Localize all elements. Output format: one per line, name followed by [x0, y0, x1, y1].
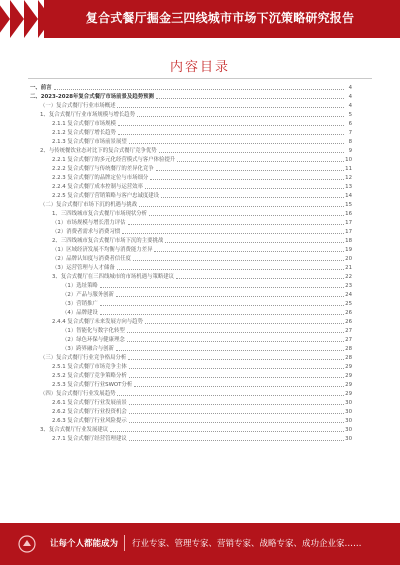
toc-dot-leader — [118, 134, 344, 135]
toc-entry-title: 2.1.2 复合式餐厅增长趋势 — [30, 129, 117, 138]
toc-page-number: 5 — [344, 111, 352, 120]
footer-banner — [0, 523, 400, 565]
toc-entry-title: （1）区域经济发展不均衡与消费能力差异 — [30, 246, 153, 255]
toc-entry[interactable] — [30, 408, 352, 417]
toc-entry[interactable] — [30, 201, 352, 210]
toc-dot-leader — [145, 188, 344, 189]
report-title: 复合式餐厅掘金三四线城市市场下沉策略研究报告 — [85, 11, 355, 25]
toc-page-number: 4 — [344, 84, 352, 93]
toc-entry-title: 2、与传统餐饮业态对比下的复合式餐厅竞争优势 — [30, 147, 158, 156]
toc-dot-leader — [129, 413, 344, 414]
toc-entry[interactable] — [30, 84, 352, 93]
toc-dot-leader — [129, 143, 344, 144]
toc-dot-leader — [110, 431, 344, 432]
toc-entry[interactable] — [30, 417, 352, 426]
toc-entry-title: 3、复合式餐厅在三四线城市的市场机遇与策略建议 — [30, 273, 175, 282]
toc-entry[interactable] — [30, 255, 352, 264]
toc-entry-title: 2.2.3 复合式餐厅的品牌定位与市场细分 — [30, 174, 149, 183]
toc-dot-leader — [128, 224, 344, 225]
toc-page-number: 21 — [345, 265, 352, 271]
toc-entry-title: 1、复合式餐厅行业市场规模与增长趋势 — [30, 111, 136, 120]
toc-entry[interactable] — [30, 138, 352, 147]
toc-entry-title: 2.1.3 复合式餐厅市场前景展望 — [30, 138, 128, 147]
toc-entry-title: （二）复合式餐厅市场下沉的机遇与挑战 — [30, 201, 138, 210]
toc-page-number: 28 — [345, 355, 352, 361]
toc-entry-title: 一、前言 — [30, 85, 52, 91]
toc-page-number: 7 — [344, 129, 352, 138]
toc-page-number: 17 — [345, 220, 352, 226]
toc-entry[interactable] — [30, 219, 352, 228]
toc-dot-leader — [150, 179, 344, 180]
toc-entry-title: （2）产品与服务创新 — [30, 291, 115, 300]
toc-entry-title: （一）复合式餐厅行业市场概述 — [30, 102, 116, 111]
toc-page-number: 27 — [345, 337, 352, 343]
toc-page-number: 16 — [345, 211, 352, 217]
toc-entry-title: （2）绿色环保与健康理念 — [30, 336, 126, 345]
toc-dot-leader — [118, 125, 344, 126]
toc-entry-title: （3）运营管理与人才储备 — [30, 264, 116, 273]
toc-page-number: 9 — [344, 147, 352, 156]
toc-entry-title: （三）复合式餐厅行业竞争格局分析 — [30, 354, 127, 363]
toc-entry-title: 2.5.2 复合式餐厅竞争策略分析 — [30, 372, 128, 381]
toc-entry[interactable] — [30, 183, 352, 192]
toc-heading: 内容目录 — [169, 60, 230, 75]
toc-page-number: 4 — [344, 93, 352, 102]
toc-dot-leader — [154, 251, 344, 252]
toc-page-number: 29 — [345, 373, 352, 379]
toc-dot-leader — [127, 341, 344, 342]
toc-entry[interactable] — [30, 156, 352, 165]
toc-page-number: 30 — [345, 427, 352, 433]
toc-entry-title: 2.2.5 复合式餐厅营销策略与客户忠诚度建设 — [30, 192, 160, 201]
toc-dot-leader — [117, 269, 344, 270]
toc-dot-leader — [137, 116, 344, 117]
toc-dot-leader — [129, 404, 344, 405]
toc-dot-leader — [165, 242, 344, 243]
toc-dot-leader — [177, 161, 344, 162]
toc-page-number: 20 — [345, 256, 352, 262]
toc-entry-title: 2.2.1 复合式餐厅的多元化经营模式与客户体验提升 — [30, 156, 176, 165]
toc-entry[interactable] — [30, 372, 352, 381]
toc-entry[interactable] — [30, 111, 352, 120]
toc-page-number: 11 — [345, 166, 352, 172]
toc-dot-leader — [100, 314, 344, 315]
toc-entry-title: 2.6.1 复合式餐厅行业发展前景 — [30, 399, 128, 408]
toc-page-number: 28 — [345, 346, 352, 352]
toc-dot-leader — [159, 152, 344, 153]
toc-entry[interactable] — [30, 210, 352, 219]
brand-logo-icon — [18, 535, 36, 553]
toc-page-number: 27 — [345, 328, 352, 334]
toc-dot-leader — [100, 305, 344, 306]
toc-entry[interactable] — [30, 192, 352, 201]
toc-page-number: 24 — [345, 292, 352, 298]
toc-entry-title: 2.5.3 复合式餐厅行业SWOT分析 — [30, 381, 133, 390]
footer-slogan: 让每个人都能成为 — [50, 539, 119, 549]
toc-entry[interactable] — [30, 102, 352, 111]
toc-page-number: 6 — [344, 120, 352, 129]
toc-page-number: 29 — [345, 391, 352, 397]
toc-entry[interactable] — [30, 336, 352, 345]
toc-page-number: 18 — [345, 238, 352, 244]
footer-tagline: 行业专家、管理专家、营销专家、战略专家、成功企业家…… — [132, 539, 362, 549]
toc-page-number: 29 — [345, 364, 352, 370]
toc-entry-title: （1）选址策略 — [30, 282, 99, 291]
toc-dot-leader — [156, 98, 344, 99]
toc-heading-divider — [28, 78, 372, 79]
toc-entry[interactable] — [30, 363, 352, 372]
toc-dot-leader — [54, 89, 344, 90]
toc-entry-title: （3）营销推广 — [30, 300, 99, 309]
toc-page-number: 30 — [345, 409, 352, 415]
toc-entry[interactable] — [30, 291, 352, 300]
toc-entry[interactable] — [30, 354, 352, 363]
toc-entry-title: （2）品牌认知度与消费者信任度 — [30, 255, 132, 264]
toc-entry-title: 2.7.1 复合式餐厅经营管理建议 — [30, 435, 128, 444]
toc-dot-leader — [156, 170, 344, 171]
toc-page-number: 14 — [345, 193, 352, 199]
toc-entry-title: 2.6.2 复合式餐厅行业投资机会 — [30, 408, 128, 417]
toc-entry-title: （3）跨界融合与创新 — [30, 345, 115, 354]
toc-dot-leader — [128, 359, 344, 360]
toc-entry[interactable] — [30, 246, 352, 255]
toc-entry[interactable] — [30, 120, 352, 129]
toc-page-number: 30 — [345, 400, 352, 406]
toc-page-number: 10 — [345, 157, 352, 163]
toc-entry[interactable] — [30, 390, 352, 399]
toc-dot-leader — [100, 287, 344, 288]
toc-entry[interactable] — [30, 399, 352, 408]
toc-entry-title: （1）智能化与数字化转型 — [30, 327, 126, 336]
toc-entry-title: 2.2.2 复合式餐厅与传统餐厅的差异化竞争 — [30, 165, 155, 174]
toc-dot-leader — [127, 332, 344, 333]
toc-entry[interactable] — [30, 273, 352, 282]
table-of-contents — [30, 84, 352, 444]
toc-page-number: 26 — [345, 319, 352, 325]
toc-dot-leader — [129, 368, 344, 369]
toc-dot-leader — [122, 233, 344, 234]
toc-entry-title: 2.5.1 复合式餐厅市场竞争主体 — [30, 363, 128, 372]
toc-entry-title: （4）品牌建设 — [30, 309, 99, 318]
toc-entry-title: 3、复合式餐厅行业发展建议 — [30, 426, 109, 435]
toc-page-number: 19 — [345, 247, 352, 253]
toc-entry[interactable] — [30, 165, 352, 174]
toc-dot-leader — [149, 215, 344, 216]
toc-entry[interactable] — [30, 93, 352, 102]
toc-dot-leader — [134, 386, 344, 387]
toc-entry[interactable] — [30, 282, 352, 291]
toc-entry-title: （2）消费者需求与消费习惯 — [30, 228, 121, 237]
toc-entry[interactable] — [30, 345, 352, 354]
toc-dot-leader — [129, 422, 344, 423]
toc-entry[interactable] — [30, 309, 352, 318]
toc-page-number: 26 — [345, 310, 352, 316]
toc-dot-leader — [117, 107, 344, 108]
toc-page-number: 17 — [345, 229, 352, 235]
toc-page-number: 25 — [345, 301, 352, 307]
toc-entry-title: 二、2023-2028年复合式餐厅市场前景及趋势预测 — [30, 94, 154, 100]
toc-dot-leader — [116, 296, 344, 297]
toc-entry[interactable] — [30, 426, 352, 435]
toc-entry-title: 1、三四线城市复合式餐厅市场现状分析 — [30, 210, 148, 219]
toc-entry-title: 2.6.3 复合式餐厅行业风险提示 — [30, 417, 128, 426]
toc-entry[interactable] — [30, 381, 352, 390]
toc-dot-leader — [145, 323, 344, 324]
toc-entry[interactable] — [30, 228, 352, 237]
toc-entry-title: （1）市场规模与增长潜力评估 — [30, 219, 127, 228]
header-banner — [0, 0, 400, 38]
toc-entry[interactable] — [30, 237, 352, 246]
toc-entry[interactable] — [30, 174, 352, 183]
toc-entry[interactable] — [30, 300, 352, 309]
toc-dot-leader — [161, 197, 344, 198]
toc-dot-leader — [133, 260, 344, 261]
toc-page-number: 15 — [345, 202, 352, 208]
toc-entry-title: 2.4.4 复合式餐厅未来发展方向与趋势 — [30, 318, 144, 327]
toc-page-number: 30 — [345, 436, 352, 442]
toc-entry[interactable] — [30, 318, 352, 327]
toc-entry[interactable] — [30, 435, 352, 444]
toc-page-number: 22 — [345, 274, 352, 280]
toc-entry-title: （四）复合式餐厅行业发展趋势 — [30, 390, 116, 399]
toc-dot-leader — [116, 350, 344, 351]
toc-entry[interactable] — [30, 264, 352, 273]
toc-dot-leader — [129, 377, 344, 378]
toc-page-number: 12 — [345, 175, 352, 181]
footer-divider — [124, 535, 125, 551]
toc-dot-leader — [117, 395, 344, 396]
toc-entry-title: 2、三四线城市复合式餐厅市场下沉的主要挑战 — [30, 237, 164, 246]
toc-dot-leader — [176, 278, 344, 279]
toc-dot-leader — [139, 206, 344, 207]
header-decoration — [0, 0, 44, 38]
toc-page-number: 8 — [344, 138, 352, 147]
toc-page-number: 29 — [345, 382, 352, 388]
toc-dot-leader — [129, 440, 344, 441]
toc-page-number: 4 — [344, 102, 352, 111]
toc-entry-title: 2.2.4 复合式餐厅成本控制与运营效率 — [30, 183, 144, 192]
toc-page-number: 13 — [345, 184, 352, 190]
toc-entry[interactable] — [30, 327, 352, 336]
toc-page-number: 23 — [345, 283, 352, 289]
toc-entry-title: 2.1.1 复合式餐厅市场规模 — [30, 120, 117, 129]
toc-entry[interactable] — [30, 147, 352, 156]
toc-entry[interactable] — [30, 129, 352, 138]
toc-page-number: 30 — [345, 418, 352, 424]
